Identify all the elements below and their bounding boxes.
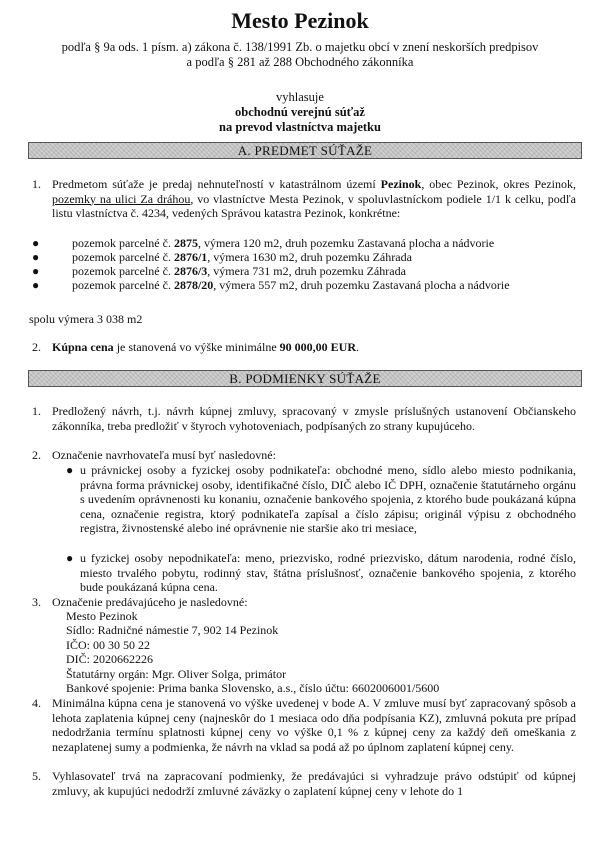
- seller-ico: IČO: 00 30 50 22: [66, 638, 150, 652]
- page-title: Mesto Pezinok: [231, 8, 369, 33]
- legal-basis-line-1: podľa § 9a ods. 1 písm. a) zákona č. 138/1991 Zb. o majetku obcí v znení neskorších predpisov: [61, 40, 539, 54]
- item-b2-text: Označenie navrhovateľa musí byť nasledovné:: [52, 448, 276, 462]
- legal-basis-line-2: a podľa § 281 až 288 Obchodného zákonníka: [186, 55, 414, 69]
- plot-item: pozemok parcelné č. 2876/3, výmera 731 m2, druh pozemku Záhrada: [72, 264, 406, 278]
- seller-bank: Bankové spojenie: Prima banka Slovensko, a.s., číslo účtu: 6602006001/5600: [66, 681, 440, 695]
- plot-item: pozemok parcelné č. 2878/20, výmera 557 m2, druh pozemku Zastavaná plocha a nádvorie: [72, 278, 510, 292]
- item-b3-text: Označenie predávajúceho je nasledovné:: [52, 595, 248, 609]
- item-b5-text: Vyhlasovateľ trvá na zapracovaní podmienky, že predávajúci si vyhradzuje právo odstúpiť od kúpnej zmluvy, ak kupujúci nedodrží zmluvné záväzky o zaplatení kúpnej ceny v lehote do 1: [52, 769, 576, 798]
- bullet-icon: ●: [32, 236, 40, 250]
- section-b-banner: B. PODMIENKY SÚŤAŽE: [28, 370, 582, 387]
- legal-entity-requirements: u právnickej osoby a fyzickej osoby podnikateľa: obchodné meno, sídlo alebo miesto podnikania, právna forma právnickej osoby, identifikačné číslo, DIČ alebo IČ DPH, označenie štatutárneho orgánu s uvedením oprávnenosti ku konaniu, označenie bankového spojenia, z ktorého bude poukázaná kúpna cena, označenie registra, ktorý podnikateľa zapísal a číslo zápisu; originál výpisu z obchodného registra, živnostenské alebo iné oprávnenie nie staršie ako tri mesiace,: [80, 463, 576, 535]
- seller-name: Mesto Pezinok: [66, 609, 138, 623]
- announces-text: vyhlasuje: [276, 90, 324, 104]
- bullet-icon: ●: [66, 463, 74, 477]
- total-area: spolu výmera 3 038 m2: [29, 312, 143, 326]
- purchase-price: Kúpna cena je stanovená vo výške minimálne 90 000,00 EUR.: [52, 340, 359, 354]
- item-b3-number: 3.: [32, 595, 41, 609]
- item-a1-number: 1.: [32, 177, 41, 191]
- section-a-banner: A. PREDMET SÚŤAŽE: [28, 142, 582, 159]
- bullet-icon: ●: [32, 264, 40, 278]
- plot-item: pozemok parcelné č. 2876/1, výmera 1630 m2, druh pozemku Záhrada: [72, 250, 412, 264]
- bullet-icon: ●: [32, 278, 40, 292]
- natural-person-requirements: u fyzickej osoby nepodnikateľa: meno, priezvisko, rodné priezvisko, dátum narodenia, rodné číslo, miesto trvalého pobytu, rodinný stav, štátna príslušnosť, označenie bankového spojenia, z ktorého bude poukázaná kúpna cena.: [80, 551, 576, 594]
- contest-type: obchodnú verejnú súťaž: [235, 105, 365, 119]
- bullet-icon: ●: [32, 250, 40, 264]
- bullet-icon: ●: [66, 551, 74, 565]
- item-a1-text: Predmetom súťaže je predaj nehnuteľností v katastrálnom území Pezinok, obec Pezinok, okres Pezinok, pozemky na ulici Za dráhou, vo vlastníctve Mesta Pezinok, v spoluvlastníckom podiele 1/1 k celku, podľa listu vlastníctva č. 4234, vedených Správou katastra Pezinok, konkrétne:: [52, 177, 576, 220]
- item-b4-text: Minimálna kúpna cena je stanovená vo výške uvedenej v bode A. V zmluve musí byť zapracovaný spôsob a lehota zaplatenia kúpnej ceny (najneskôr do 1 mesiaca odo dňa podpísania KZ), zmluvná pokuta pre prípad nedodržania termínu splatnosti kúpnej ceny vo výške 0,1 % z kúpnej ceny za každý deň omeškania z nezaplatenej sumy a podmienka, že návrh na vklad sa podá až po úplnom zaplatení kúpnej ceny.: [52, 696, 576, 754]
- item-a2-number: 2.: [32, 340, 41, 354]
- item-b2-number: 2.: [32, 448, 41, 462]
- seller-address: Sídlo: Radničné námestie 7, 902 14 Pezinok: [66, 623, 279, 637]
- plot-item: pozemok parcelné č. 2875, výmera 120 m2, druh pozemku Zastavaná plocha a nádvorie: [72, 236, 495, 250]
- seller-statutory: Štatutárny orgán: Mgr. Oliver Solga, primátor: [66, 667, 287, 681]
- item-b1-text: Predložený návrh, t.j. návrh kúpnej zmluvy, spracovaný v zmysle príslušných ustanovení Občianskeho zákonníka, treba predložiť v štyroch vyhotoveniach, podpísaných zo strany kupujúceho.: [52, 404, 576, 433]
- seller-dic: DIČ: 2020662226: [66, 652, 153, 666]
- contest-purpose: na prevod vlastníctva majetku: [219, 120, 381, 134]
- item-b1-number: 1.: [32, 404, 41, 418]
- item-b5-number: 5.: [32, 769, 41, 783]
- item-b4-number: 4.: [32, 696, 41, 710]
